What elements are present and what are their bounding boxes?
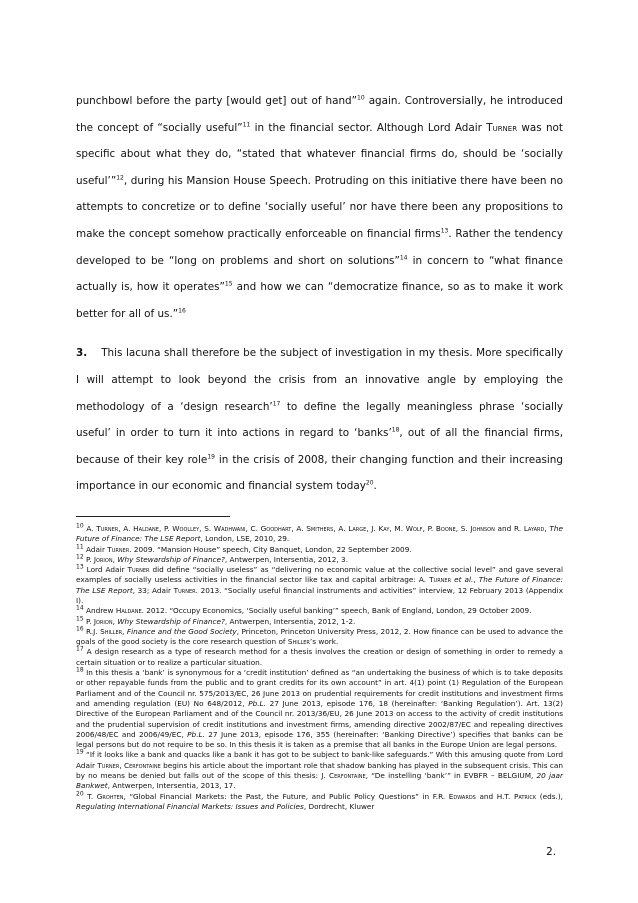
footnote-number: 10 <box>76 522 84 530</box>
footnote-number: 20 <box>76 790 84 798</box>
footnote-19 <box>76 750 563 791</box>
footnote-ref-10[interactable]: 10 <box>357 94 365 102</box>
text-run: A design research as a type of research method for a thesis involves the creation or design of something in order to remedy a certain situation or to realize a particular situation. <box>76 647 563 667</box>
author-name: Cerfontaine <box>328 771 366 781</box>
text-run: R.J. <box>83 626 101 636</box>
journal-abbrev: Pb.L. <box>248 698 266 708</box>
text-run: and R. <box>494 523 524 533</box>
text-run: , A. <box>118 523 134 533</box>
cited-title: Why Stewardship of Finance? <box>117 616 225 626</box>
page-number: 2. <box>546 846 556 858</box>
author-name: Turner <box>97 760 120 770</box>
body-paragraph-3 <box>76 340 563 500</box>
footnote-number: 12 <box>76 553 84 561</box>
text-run: punchbowl before the party [would get] out of hand” <box>76 95 358 107</box>
footnote-ref-17[interactable]: 17 <box>272 400 281 408</box>
author-name: Boone <box>435 523 456 533</box>
text-run: , “Global Financial Markets: the Past, the Future, and Public Policy Questions” in F.R. <box>123 791 449 801</box>
footnote-number: 13 <box>76 563 84 571</box>
text-run: , P. <box>158 523 173 533</box>
text-run: P. <box>83 554 94 564</box>
footnote-number: 19 <box>76 749 84 757</box>
footnote-number: 18 <box>76 666 84 674</box>
text-run: (eds.), <box>536 791 563 801</box>
footnote-ref-11[interactable]: 11 <box>242 121 251 129</box>
author-name: Wolf <box>405 523 423 533</box>
author-name: Edwards <box>448 791 476 801</box>
text-run: , C. <box>245 523 261 533</box>
footnote-ref-18[interactable]: 18 <box>391 426 400 434</box>
text-run: . <box>373 480 377 493</box>
author-name: Turner <box>127 565 150 575</box>
text-run: , S. <box>455 523 471 533</box>
author-name: Haldane <box>133 523 159 533</box>
text-run: again. Controversially, he introduced the concept of “socially useful” <box>76 95 563 134</box>
footnote-number: 11 <box>76 543 84 551</box>
text-run: “If it looks like a bank and quacks like a bank it has got to be subject to bank-like safeguards.” With this amusing quote from Lord Adair <box>76 750 563 770</box>
footnote-18 <box>76 668 563 750</box>
text-run: , P. <box>422 523 436 533</box>
author-name: Wadhwani <box>213 523 246 533</box>
author-name: Layard <box>523 523 545 533</box>
footnote-10 <box>76 524 563 545</box>
text-run: in the financial sector. Although Lord Adair <box>250 121 487 134</box>
footnote-ref-16[interactable]: 16 <box>178 307 186 315</box>
author-name: Shiller <box>100 626 123 636</box>
text-run: 27 June 2013, episode 176, 355 (hereinafter: ‘Banking Directive’) specifies that banks can be legal persons but do not require to be so. In this thesis it is taken as a premise that all banks in the Europe Union are legal persons. <box>76 729 563 750</box>
text-run: , <box>122 626 127 636</box>
page-content <box>76 88 563 812</box>
text-run: , J. <box>366 523 379 533</box>
text-run: This lacuna shall therefore be the subject of investigation in my thesis. More specifically I will attempt to look beyond the crisis from an innovative angle by employing the methodology of a ‘design research’ <box>76 347 563 413</box>
footnotes <box>76 524 563 812</box>
author-name: Shiller <box>287 637 310 647</box>
text-run: , <box>112 616 118 626</box>
author-name: Patrick <box>513 791 537 801</box>
text-run: . 2009. “Mansion House” speech, City Banquet, London, 22 September 2009. <box>129 544 412 554</box>
text-run: in concern to “what finance actually is, how it operates” <box>76 254 563 294</box>
text-run: , S. <box>199 523 214 533</box>
text-run: , <box>544 523 550 533</box>
text-run: begins his article about the important role that shadow banking has played in the subsequent crisis. This can by no means be denied but falls out of the scope of this thesis: J. <box>76 760 563 781</box>
text-run: , <box>473 575 479 585</box>
footnote-17 <box>76 647 563 668</box>
text-run: , M. <box>389 523 406 533</box>
footnote-13 <box>76 565 563 606</box>
footnote-ref-20[interactable]: 20 <box>365 479 374 487</box>
footnote-number: 17 <box>76 646 84 654</box>
text-run: In this thesis a ‘bank’ is synonymous for a ‘credit institution’ defined as “an undertaking the business of which is to take deposits or other repayable funds from the public and to grant credits for its own account” in art. 4(1) point (1) Regulation of the European Parliament and of the Council nr. 575/2013/EC, 26 June 2013 on prudential requirements for credit institutions and investment firms and amending regulation (EU) No 648/2012, <box>76 668 563 708</box>
text-run: to define the legally meaningless phrase ‘socially useful’ in order to turn it into actions in regard to ‘banks’ <box>76 400 564 440</box>
text-run: , Dordrecht, Kluwer <box>303 801 375 811</box>
author-name: Johnson <box>470 523 495 533</box>
author-name: Smithers <box>306 523 334 533</box>
author-name: Large <box>348 523 367 533</box>
author-name: Jorion <box>93 616 113 626</box>
text-run: , “De instelling ‘bank’” in EVBFR – BELGIUM, <box>365 771 537 781</box>
text-run: and H.T. <box>475 791 514 801</box>
author-name: Turner <box>107 544 130 554</box>
footnote-ref-15[interactable]: 15 <box>224 280 233 288</box>
cited-title: Finance and the Good Society <box>126 626 237 636</box>
text-run: . Rather the tendency developed to be “long on problems and short on solutions” <box>76 227 563 267</box>
footnote-number: 14 <box>76 604 84 612</box>
text-run: was not specific about what they do, “stated that whatever financial firms do, should be ‘socially useful’” <box>76 121 563 187</box>
journal-abbrev: Pb.L. <box>187 729 205 739</box>
text-run: , Antwerpen, Intersentia, 2012, 3. <box>224 554 349 564</box>
author-name: Turner <box>173 585 196 595</box>
text-run: Lord Adair <box>83 565 128 575</box>
footnote-ref-12[interactable]: 12 <box>116 174 124 182</box>
cited-title: Why Stewardship of Finance? <box>117 554 225 564</box>
cited-title: Regulating International Financial Markets: Issues and Policies <box>76 801 304 811</box>
footnote-ref-13[interactable]: 13 <box>440 227 449 235</box>
author-name: Cerfontaine <box>123 760 161 770</box>
text-run: , A. <box>333 523 349 533</box>
text-run: , 33; Adair <box>132 585 174 595</box>
footnote-ref-14[interactable]: 14 <box>399 254 408 262</box>
author-name: Woolley <box>172 523 200 533</box>
text-run: . 2013. “Socially useful financial instruments and activities” interview, 12 February 2013 (Appendix I). <box>76 585 564 605</box>
footnote-number: 15 <box>76 615 84 623</box>
footnote-11 <box>76 545 563 555</box>
footnote-number: 16 <box>76 625 84 633</box>
text-run: , Princeton, Princeton University Press, 2012, 2. How finance can be used to advance the goals of the good society is the core research question of <box>76 626 563 647</box>
text-run: 27 June 2013, episode 176, 18 (hereinafter: ‘Banking Regulation’). Art. 13(2) Directive of the European Parliament and of the Council nr. 2013/36/EU, 26 June 2013 on access to the activity of credit institutions and the prudential supervision of credit institutions and investment firms, amending directive 2002/87/EC and repealing directives 2006/48/EC and 2006/49/EC, <box>76 698 563 739</box>
text-run: Adair <box>83 544 108 554</box>
cited-title: The Future of Finance: The LSE Report <box>76 575 563 595</box>
footnote-ref-19[interactable]: 19 <box>207 453 215 461</box>
paragraph-number: 3. <box>76 347 88 360</box>
text-run: , A. <box>291 523 307 533</box>
text-run: P. <box>83 616 94 626</box>
footnote-12 <box>76 555 563 565</box>
text-run: , <box>119 760 124 770</box>
text-run: and how we can “democratize finance, so as to make it work better for all of us.” <box>76 281 563 320</box>
text-run: A. <box>83 523 97 533</box>
text-run: ’s work. <box>309 637 339 647</box>
text-run: in the crisis of 2008, their changing function and their increasing importance in our economic and financial system today <box>76 453 563 493</box>
body-paragraph-continued <box>76 88 563 327</box>
footnote-20 <box>76 792 563 813</box>
cited-title: 20 jaar Bankwet <box>76 771 563 791</box>
cited-title: The Future of Finance: The LSE Report <box>76 523 563 544</box>
text-run: , out of all the financial firms, because of their key role <box>76 427 563 466</box>
author-name: Goodhart <box>260 523 292 533</box>
author-name: Kay <box>378 523 390 533</box>
author-name: Haldane <box>115 606 142 616</box>
footnote-14 <box>76 606 563 616</box>
footnote-16 <box>76 627 563 648</box>
et-al: et al. <box>454 575 474 585</box>
text-run: , Antwerpen, Intersentia, 2012, 1-2. <box>224 616 356 626</box>
text-run: , Antwerpen, Intersentia, 2013, 17. <box>107 781 236 791</box>
footnote-15 <box>76 617 563 627</box>
text-run: , London, LSE, 2010, 29. <box>200 534 290 544</box>
author-name: Turner <box>486 121 518 134</box>
text-run: . 2012. “Occupy Economics, ‘Socially useful banking’” speech, Bank of England, London, 29 October 2009. <box>141 606 532 616</box>
author-name: Jorion <box>93 554 113 564</box>
text-run: , <box>112 554 118 564</box>
author-name: Turner <box>96 523 119 533</box>
author-name: Turner <box>429 575 452 585</box>
text-run: did define “socially useless” as “delivering no economic value at the collective social level” and gave several examples of socially useless activities in the financial sector like tax and capital arbitrage: A. <box>76 565 563 585</box>
author-name: Grohten <box>96 791 124 801</box>
footnote-separator <box>76 516 230 517</box>
text-run: Andrew <box>83 606 116 616</box>
text-run: T. <box>83 791 97 801</box>
text-run: , during his Mansion House Speech. Protruding on this initiative there have been no attempts to concretize or to define ‘socially useful’ nor have there been any propositions to make the concept somehow practically enforceable on financial firms <box>76 174 563 240</box>
